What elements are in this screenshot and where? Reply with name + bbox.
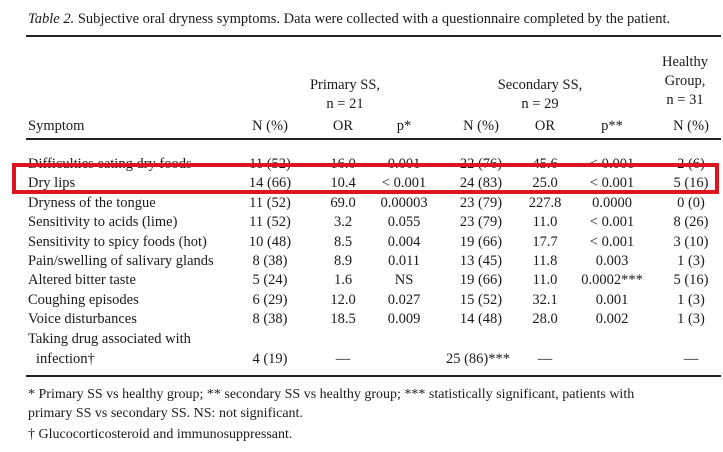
cell-symptom: Altered bitter taste xyxy=(28,272,136,289)
group-secondary-n: n = 29 xyxy=(521,96,559,112)
caption-text: Subjective oral dryness symptoms. Data were collected with a questionnaire completed by the patient. xyxy=(74,11,671,27)
cell-secondary-or: 11.8 xyxy=(532,253,558,269)
cell-secondary-p: 0.003 xyxy=(595,253,629,269)
header-rule xyxy=(26,138,721,140)
group-primary-header xyxy=(310,76,380,114)
footnote-3: † Glucocorticosteroid and immunosuppressant. xyxy=(28,427,293,442)
cell-healthy-n: 2 (6) xyxy=(677,156,705,172)
top-rule xyxy=(26,35,721,37)
group-healthy-n: n = 31 xyxy=(666,92,704,108)
cell-secondary-n: 19 (66) xyxy=(459,233,503,250)
col-header-primary-or: OR xyxy=(332,118,354,134)
cell-symptom: Sensitivity to spicy foods (hot) xyxy=(28,233,207,250)
footnote-1: * Primary SS vs healthy group; ** secondary SS vs healthy group; *** statistically significant, patients with xyxy=(28,387,635,402)
cell-healthy-n: 1 (3) xyxy=(677,253,705,269)
table-caption xyxy=(28,11,718,28)
cell-secondary-or: 17.7 xyxy=(532,233,558,250)
cell-secondary-n: 15 (52) xyxy=(459,291,503,308)
col-header-secondary-or: OR xyxy=(534,118,556,134)
cell-primary-n: 11 (52) xyxy=(249,156,291,172)
group-secondary-header xyxy=(498,76,583,114)
cell-primary-p: 0.011 xyxy=(387,253,421,269)
cell-secondary-or: 11.0 xyxy=(532,214,558,231)
cell-secondary-n: 24 (83) xyxy=(459,175,503,192)
cell-symptom: Coughing episodes xyxy=(28,291,139,308)
cell-secondary-or: 32.1 xyxy=(532,291,558,308)
cell-primary-n: 5 (24) xyxy=(252,272,288,289)
bottom-rule xyxy=(26,375,721,377)
cell-primary-p: 0.001 xyxy=(387,156,421,172)
cell-primary-n: 11 (52) xyxy=(249,214,291,231)
cell-secondary-p: < 0.001 xyxy=(589,233,635,250)
cell-primary-or: 18.5 xyxy=(330,311,356,328)
last-row-primary-n: 4 (19) xyxy=(252,351,288,367)
cell-healthy-n: 5 (16) xyxy=(673,272,709,289)
cell-primary-or: 3.2 xyxy=(333,214,353,231)
cell-healthy-n: 3 (10) xyxy=(673,233,709,250)
cell-primary-p: 0.027 xyxy=(387,291,421,308)
last-row-symptom-line1: Taking drug associated with xyxy=(28,331,191,347)
cell-secondary-n: 13 (45) xyxy=(459,253,503,269)
cell-primary-or: 1.6 xyxy=(333,272,353,289)
group-primary-title: Primary SS, xyxy=(309,77,381,93)
cell-secondary-or: 11.0 xyxy=(532,272,558,289)
cell-symptom: Voice disturbances xyxy=(28,311,137,328)
group-secondary-title: Secondary SS, xyxy=(497,77,583,93)
cell-secondary-or: 28.0 xyxy=(532,311,558,328)
cell-secondary-n: 14 (48) xyxy=(459,311,503,328)
caption-label: Table 2. xyxy=(28,11,75,27)
cell-primary-or: 16.0 xyxy=(330,156,356,172)
cell-symptom: Dry lips xyxy=(28,175,76,192)
cell-secondary-or: 25.0 xyxy=(532,175,558,192)
cell-primary-p: 0.004 xyxy=(387,233,421,250)
cell-healthy-n: 0 (0) xyxy=(677,194,705,211)
cell-primary-n: 6 (29) xyxy=(252,291,288,308)
cell-symptom: Dryness of the tongue xyxy=(28,194,156,211)
cell-primary-n: 8 (38) xyxy=(252,253,288,269)
cell-primary-p: 0.009 xyxy=(387,311,421,328)
cell-secondary-p: < 0.001 xyxy=(589,214,635,231)
cell-secondary-n: 22 (76) xyxy=(459,156,503,172)
cell-symptom: Difficulties eating dry foods xyxy=(28,156,192,172)
cell-secondary-n: 19 (66) xyxy=(459,272,503,289)
cell-secondary-n: 23 (79) xyxy=(459,214,503,231)
cell-symptom: Pain/swelling of salivary glands xyxy=(28,253,214,269)
cell-primary-or: 10.4 xyxy=(330,175,356,192)
cell-primary-p: NS xyxy=(394,272,414,289)
cell-primary-or: 8.9 xyxy=(333,253,353,269)
last-row-symptom-line2: infection† xyxy=(36,351,95,367)
cell-secondary-p: 0.0000 xyxy=(592,194,632,211)
cell-primary-or: 69.0 xyxy=(330,194,356,211)
group-primary-n: n = 21 xyxy=(326,96,364,112)
cell-secondary-p: 0.0002*** xyxy=(581,272,643,289)
cell-healthy-n: 8 (26) xyxy=(673,214,709,231)
cell-secondary-p: < 0.001 xyxy=(589,175,635,192)
cell-secondary-p: 0.002 xyxy=(595,311,629,328)
cell-primary-p: < 0.001 xyxy=(381,175,427,192)
cell-primary-p: 0.055 xyxy=(387,214,421,231)
col-header-primary-n: N (%) xyxy=(252,118,288,134)
cell-primary-or: 8.5 xyxy=(333,233,353,250)
last-row-secondary-n: 25 (86)*** xyxy=(445,351,511,367)
group-healthy-header xyxy=(662,53,708,110)
cell-healthy-n: 1 (3) xyxy=(677,291,705,308)
cell-secondary-or: 45.6 xyxy=(532,156,558,172)
col-header-symptom: Symptom xyxy=(28,118,85,134)
last-row-healthy-n: — xyxy=(683,351,699,367)
cell-primary-n: 10 (48) xyxy=(248,233,292,250)
col-header-secondary-n: N (%) xyxy=(463,118,499,134)
cell-primary-n: 11 (52) xyxy=(249,194,291,211)
group-healthy-subtitle: Group, xyxy=(664,73,706,89)
footnote-2: primary SS vs secondary SS. NS: not significant. xyxy=(28,406,303,421)
col-header-primary-p: p* xyxy=(396,118,412,134)
cell-primary-n: 14 (66) xyxy=(248,175,292,192)
cell-secondary-p: 0.001 xyxy=(595,291,629,308)
cell-primary-p: 0.00003 xyxy=(380,194,428,211)
group-healthy-title: Healthy xyxy=(662,54,708,70)
col-header-secondary-p: p** xyxy=(601,118,623,134)
cell-secondary-p: < 0.001 xyxy=(589,156,635,172)
cell-secondary-n: 23 (79) xyxy=(459,194,503,211)
cell-healthy-n: 1 (3) xyxy=(677,311,705,328)
cell-primary-n: 8 (38) xyxy=(252,311,288,328)
cell-healthy-n: 5 (16) xyxy=(673,175,709,192)
col-header-healthy-n: N (%) xyxy=(673,118,709,134)
cell-secondary-or: 227.8 xyxy=(528,194,562,211)
cell-symptom: Sensitivity to acids (lime) xyxy=(28,214,178,231)
last-row-primary-or: — xyxy=(335,351,351,367)
cell-primary-or: 12.0 xyxy=(330,291,356,308)
last-row-secondary-or: — xyxy=(537,351,553,367)
